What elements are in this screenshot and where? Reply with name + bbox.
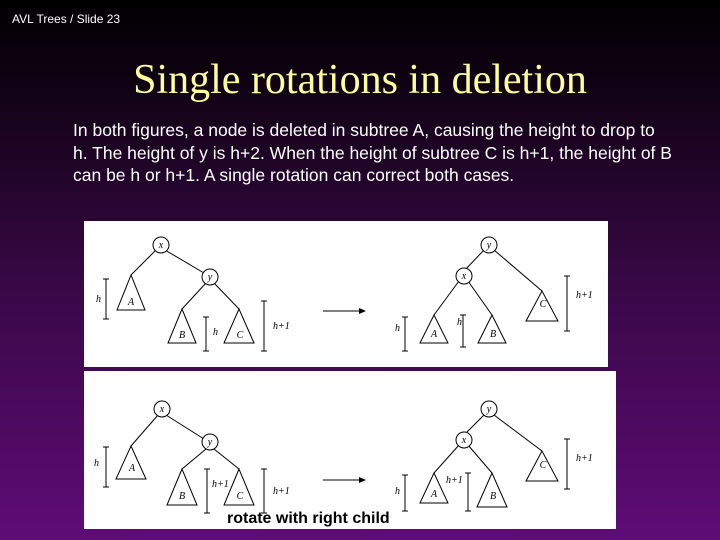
subtree-c-label: C: [539, 299, 547, 310]
slide-title: Single rotations in deletion: [133, 57, 587, 103]
subtree-b-label: B: [489, 329, 497, 340]
height-c-label: h+1: [576, 290, 593, 301]
slide-label: AVL Trees / Slide 23: [12, 12, 121, 26]
subtree-a-label: A: [127, 297, 135, 308]
figure-caption: rotate with right child: [227, 510, 390, 527]
figure-top-svg: [84, 221, 608, 367]
subtree-c-label: C: [236, 491, 244, 502]
node-child-label: y: [207, 272, 213, 283]
subtree-c-label: C: [539, 460, 547, 471]
height-a-label: h: [395, 323, 400, 334]
node-root-label: x: [159, 404, 165, 415]
node-root-label: y: [486, 404, 492, 415]
node-child-label: x: [461, 271, 467, 282]
rotation-arrow: [323, 308, 366, 314]
height-a-label: h: [94, 458, 99, 469]
rotation-arrow: [323, 477, 366, 483]
slide-body-text: In both figures, a node is deleted in subtree A, causing the height to drop to h. The height of y is h+2. When the height of subtree C is h+1, the height of B can be h or h+1. A single rotation can correct both cases.: [73, 120, 672, 185]
node-child-label: x: [461, 435, 467, 446]
figure-bottom: [84, 371, 616, 529]
subtree-c-label: C: [236, 330, 244, 341]
subtree-a-label: A: [430, 329, 438, 340]
node-root-label: y: [486, 240, 492, 251]
subtree-b-label: B: [178, 330, 186, 341]
height-a-label: h: [395, 486, 400, 497]
height-c-label: h+1: [273, 486, 290, 497]
tree-after: [395, 401, 593, 511]
node-child-label: y: [207, 437, 213, 448]
subtree-a-label: A: [128, 463, 136, 474]
height-b-label: h+1: [446, 475, 463, 486]
tree-before: [96, 237, 290, 351]
tree-after: [395, 237, 593, 351]
height-a-label: h: [96, 294, 101, 305]
height-b-label: h+1: [212, 479, 229, 490]
subtree-b-label: B: [178, 491, 186, 502]
height-b-label: h: [213, 327, 218, 338]
figure-bottom-svg: [84, 371, 616, 529]
subtree-b-label: B: [489, 491, 497, 502]
node-root-label: x: [158, 240, 164, 251]
height-b-label: h: [457, 317, 462, 328]
height-c-label: h+1: [273, 321, 290, 332]
tree-before: [94, 401, 290, 513]
height-c-label: h+1: [576, 453, 593, 464]
figure-top: [84, 221, 608, 367]
subtree-a-label: A: [430, 489, 438, 500]
